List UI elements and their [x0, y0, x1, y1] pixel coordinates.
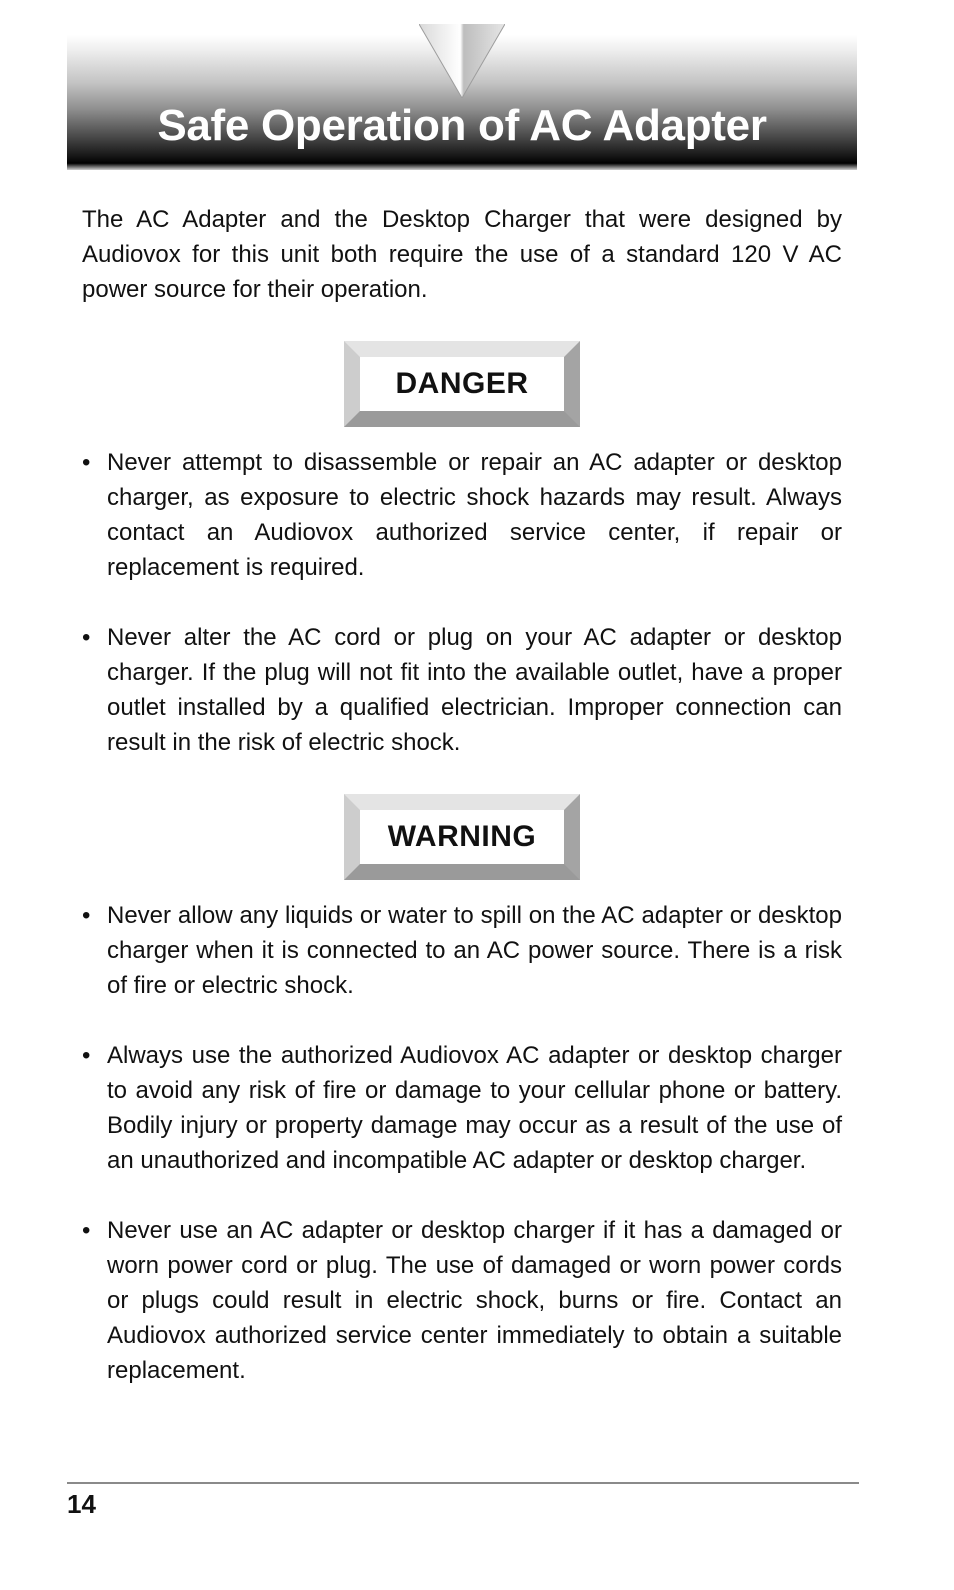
warning-item-text: Always use the authorized Audiovox AC adapter or desktop charger to avoid any risk of fire or damage to your cellular phone or battery. Bodily injury or property damage may occur as a result of the use of an unauthorized and incompatible AC adapter or desktop charger. — [107, 1042, 842, 1174]
danger-list — [82, 445, 842, 760]
page-number: 14 — [67, 1489, 96, 1519]
down-triangle-icon — [419, 24, 505, 98]
danger-item-text: Never alter the AC cord or plug on your AC adapter or desktop charger. If the plug will not fit into the available outlet, have a proper outlet installed by a qualified electrician. Improper connection can result in the risk of electric shock. — [107, 624, 842, 756]
danger-label: DANGER — [395, 367, 529, 400]
bullet-icon: • — [82, 624, 91, 651]
bullet-icon: • — [82, 902, 91, 929]
warning-notice-box — [344, 794, 580, 880]
danger-notice-box — [344, 341, 580, 427]
footer-divider — [67, 1482, 859, 1484]
list-item — [82, 445, 842, 585]
danger-item-text: Never attempt to disassemble or repair an AC adapter or desktop charger, as exposure to electric shock hazards may result. Always contact an Audiovox authorized service center, if repair or replacement is required. — [107, 449, 842, 581]
bullet-icon: • — [82, 1042, 91, 1069]
list-item — [82, 898, 842, 1003]
page-title: Safe Operation of AC Adapter — [157, 101, 767, 150]
intro-paragraph: The AC Adapter and the Desktop Charger that were designed by Audiovox for this unit both require the use of a standard 120 V AC power source for their operation. — [82, 206, 842, 303]
warning-list — [82, 898, 842, 1388]
bullet-icon: • — [82, 1217, 91, 1244]
list-item — [82, 1213, 842, 1388]
warning-label: WARNING — [387, 820, 537, 853]
bullet-icon: • — [82, 449, 91, 476]
warning-item-text: Never use an AC adapter or desktop charger if it has a damaged or worn power cord or plug. The use of damaged or worn power cords or plugs could result in electric shock, burns or fire. Contact an Audiovox authorized service center immediately to obtain a suitable replacement. — [107, 1217, 842, 1384]
list-item — [82, 620, 842, 760]
list-item — [82, 1038, 842, 1178]
warning-item-text: Never allow any liquids or water to spill on the AC adapter or desktop charger when it is connected to an AC power source. There is a risk of fire or electric shock. — [107, 902, 842, 999]
